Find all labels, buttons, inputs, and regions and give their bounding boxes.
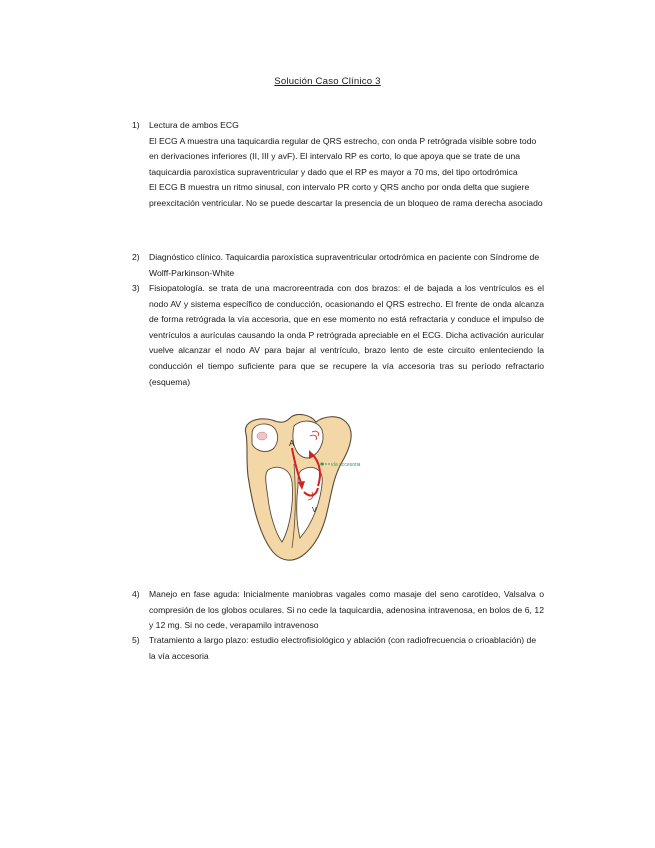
- list-item: [132, 633, 544, 664]
- list-item: [132, 587, 544, 634]
- paragraph-ecg-a: El ECG A muestra una taquicardia regular de QRS estrecho, con onda P retrógrada visible sobre todo en derivaciones inferiores (II, III y avF). El intervalo RP es corto, lo que apoya que se trate de una taquicardia paroxística supraventricular y dado que el RP es mayor a 70 ms, del tipo ortodrómica: [149, 135, 537, 177]
- item-text: Tratamiento a largo plazo: estudio electrofisiológico y ablación (con radiofrecuencia o crioablación) de la vía accesoria: [149, 635, 537, 661]
- item-number: 2): [132, 252, 140, 262]
- paragraph-ecg-b: El ECG B muestra un ritmo sinusal, con intervalo PR corto y QRS ancho por onda delta que sugiere preexcitación ventricular. No se puede descartar la presencia de un bloqueo de rama derecha asociado: [149, 182, 543, 208]
- label-a: A: [289, 439, 295, 448]
- label-accessory: vía accesoria: [331, 462, 361, 468]
- item-number: 3): [132, 283, 140, 293]
- item-number: 1): [132, 120, 140, 130]
- sinus-node: [257, 432, 267, 440]
- list-item: [132, 250, 544, 281]
- document-title: Solución Caso Clínico 3: [274, 76, 381, 87]
- item-text: Fisiopatología. se trata de una macroreentrada con dos brazos: el de bajada a los ventrículos es el nodo AV y sistema específico de conducción, ocasionando el QRS estrecho. El frente de onda alcanza de forma retrógrada la vía accesoria, que en ese momento no está refractaria y conduce el impulso de ventrículos a aurículas causando la onda P retrógrada apreciable en el ECG. Dicha activación auricular vuelve alcanzar el nodo AV para bajar al ventrículo, brazo lento de este circuito enlenteciendo la conducción el tiempo suficiente para que se recupere la vía accesoria tras su período refractario (esquema): [149, 283, 544, 387]
- label-v: V: [312, 507, 317, 514]
- item-text: Diagnóstico clínico. Taquicardia paroxística supraventricular ortodrómica en paciente con Síndrome de Wolff-Parkinson-White: [149, 252, 540, 278]
- item-number: 4): [132, 589, 140, 599]
- heart-diagram: [238, 412, 398, 572]
- item-text: Manejo en fase aguda: Inicialmente maniobras vagales como masaje del seno carotídeo, Valsalva o compresión de los globos oculares. Si no cede la taquicardia, adenosina intravenosa, en bolos de 6, 12 y 12 mg. Si no cede, verapamilo intravenoso: [149, 589, 544, 631]
- list-item: [132, 118, 544, 212]
- item-heading: Lectura de ambos ECG: [149, 120, 239, 130]
- item-number: 5): [132, 635, 140, 645]
- accessory-pathway-dot: [320, 462, 323, 465]
- list-item: [132, 281, 544, 390]
